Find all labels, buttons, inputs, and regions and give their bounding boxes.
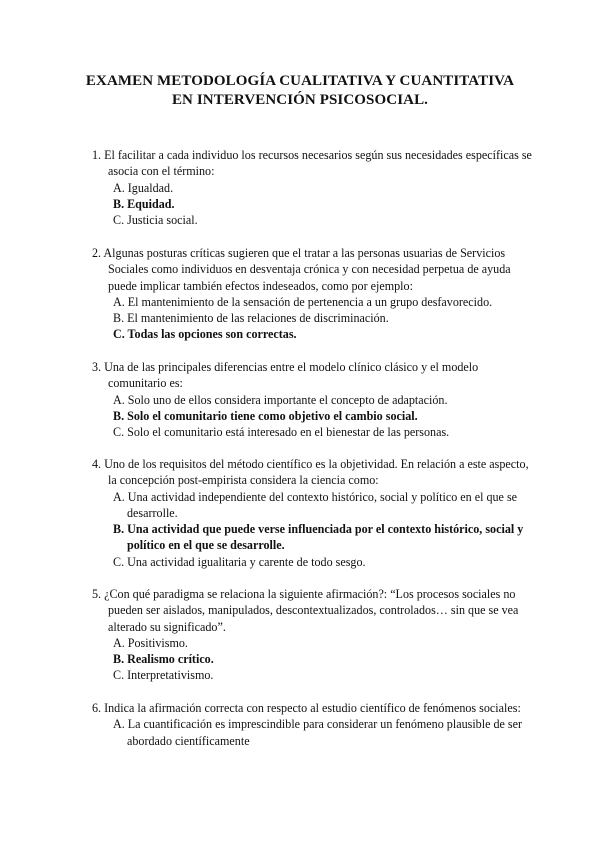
- question-2-option-b: B. El mantenimiento de las relaciones de discriminación.: [113, 311, 389, 326]
- question-5-stem: 5. ¿Con qué paradigma se relaciona la siguiente afirmación?: “Los procesos sociales no pueden ser aislados, manipulados, descontextualizados, controlados… sin que se vea alterado su significado”.: [92, 587, 519, 634]
- question-4-stem: 4. Uno de los requisitos del método científico es la objetividad. En relación a este aspecto, la concepción post-empirista considera la ciencia como:: [92, 457, 529, 488]
- question-2: [92, 245, 537, 343]
- question-4-option-a: A. Una actividad independiente del contexto histórico, social y político en el que se desarrolle.: [113, 489, 518, 520]
- question-2-option-c-correct: C. Todas las opciones son correctas.: [113, 327, 297, 342]
- question-3-option-b-correct: B. Solo el comunitario tiene como objetivo el cambio social.: [113, 408, 418, 423]
- question-6-option-a: A. La cuantificación es imprescindible para considerar un fenómeno plausible de ser abordado científicamente: [113, 717, 523, 748]
- question-1-option-c: C. Justicia social.: [113, 213, 198, 228]
- question-4-option-b-correct: B. Una actividad que puede verse influenciada por el contexto histórico, social y político en el que se desarrolle.: [113, 522, 524, 553]
- question-6-stem: 6. Indica la afirmación correcta con respecto al estudio científico de fenómenos sociales:: [92, 701, 521, 715]
- question-3-option-c: C. Solo el comunitario está interesado en el bienestar de las personas.: [113, 425, 450, 440]
- question-5-option-b-correct: B. Realismo crítico.: [113, 652, 214, 667]
- question-3: [92, 359, 537, 440]
- question-5: [92, 586, 537, 684]
- exam-title: [40, 72, 560, 110]
- question-2-option-a: A. El mantenimiento de la sensación de pertenencia a un grupo desfavorecido.: [113, 294, 493, 309]
- question-1-stem: 1. El facilitar a cada individuo los recursos necesarios según sus necesidades específicas se asocia con el término:: [92, 148, 532, 179]
- question-1-option-b-correct: B. Equidad.: [113, 196, 175, 211]
- question-4: [92, 456, 537, 570]
- question-5-option-a: A. Positivismo.: [113, 635, 188, 650]
- question-3-stem: 3. Una de las principales diferencias entre el modelo clínico clásico y el modelo comunitario es:: [92, 360, 479, 391]
- question-2-stem: 2. Algunas posturas críticas sugieren que el tratar a las personas usuarias de Servicios Sociales como individuos en desventaja crónica y con necesidad perpetua de ayuda puede implicar también efectos indeseados, como por ejemplo:: [92, 246, 511, 293]
- question-3-option-a: A. Solo uno de ellos considera importante el concepto de adaptación.: [113, 392, 448, 407]
- exam-title-line-1: EXAMEN METODOLOGÍA CUALITATIVA Y CUANTITATIVA: [85, 73, 515, 89]
- question-1: [92, 147, 537, 228]
- question-6: [92, 700, 537, 749]
- exam-title-line-2: EN INTERVENCIÓN PSICOSOCIAL.: [171, 92, 429, 108]
- question-5-option-c: C. Interpretativismo.: [113, 668, 214, 683]
- question-1-option-a: A. Igualdad.: [113, 180, 174, 195]
- question-4-option-c: C. Una actividad igualitaria y carente de todo sesgo.: [113, 554, 366, 569]
